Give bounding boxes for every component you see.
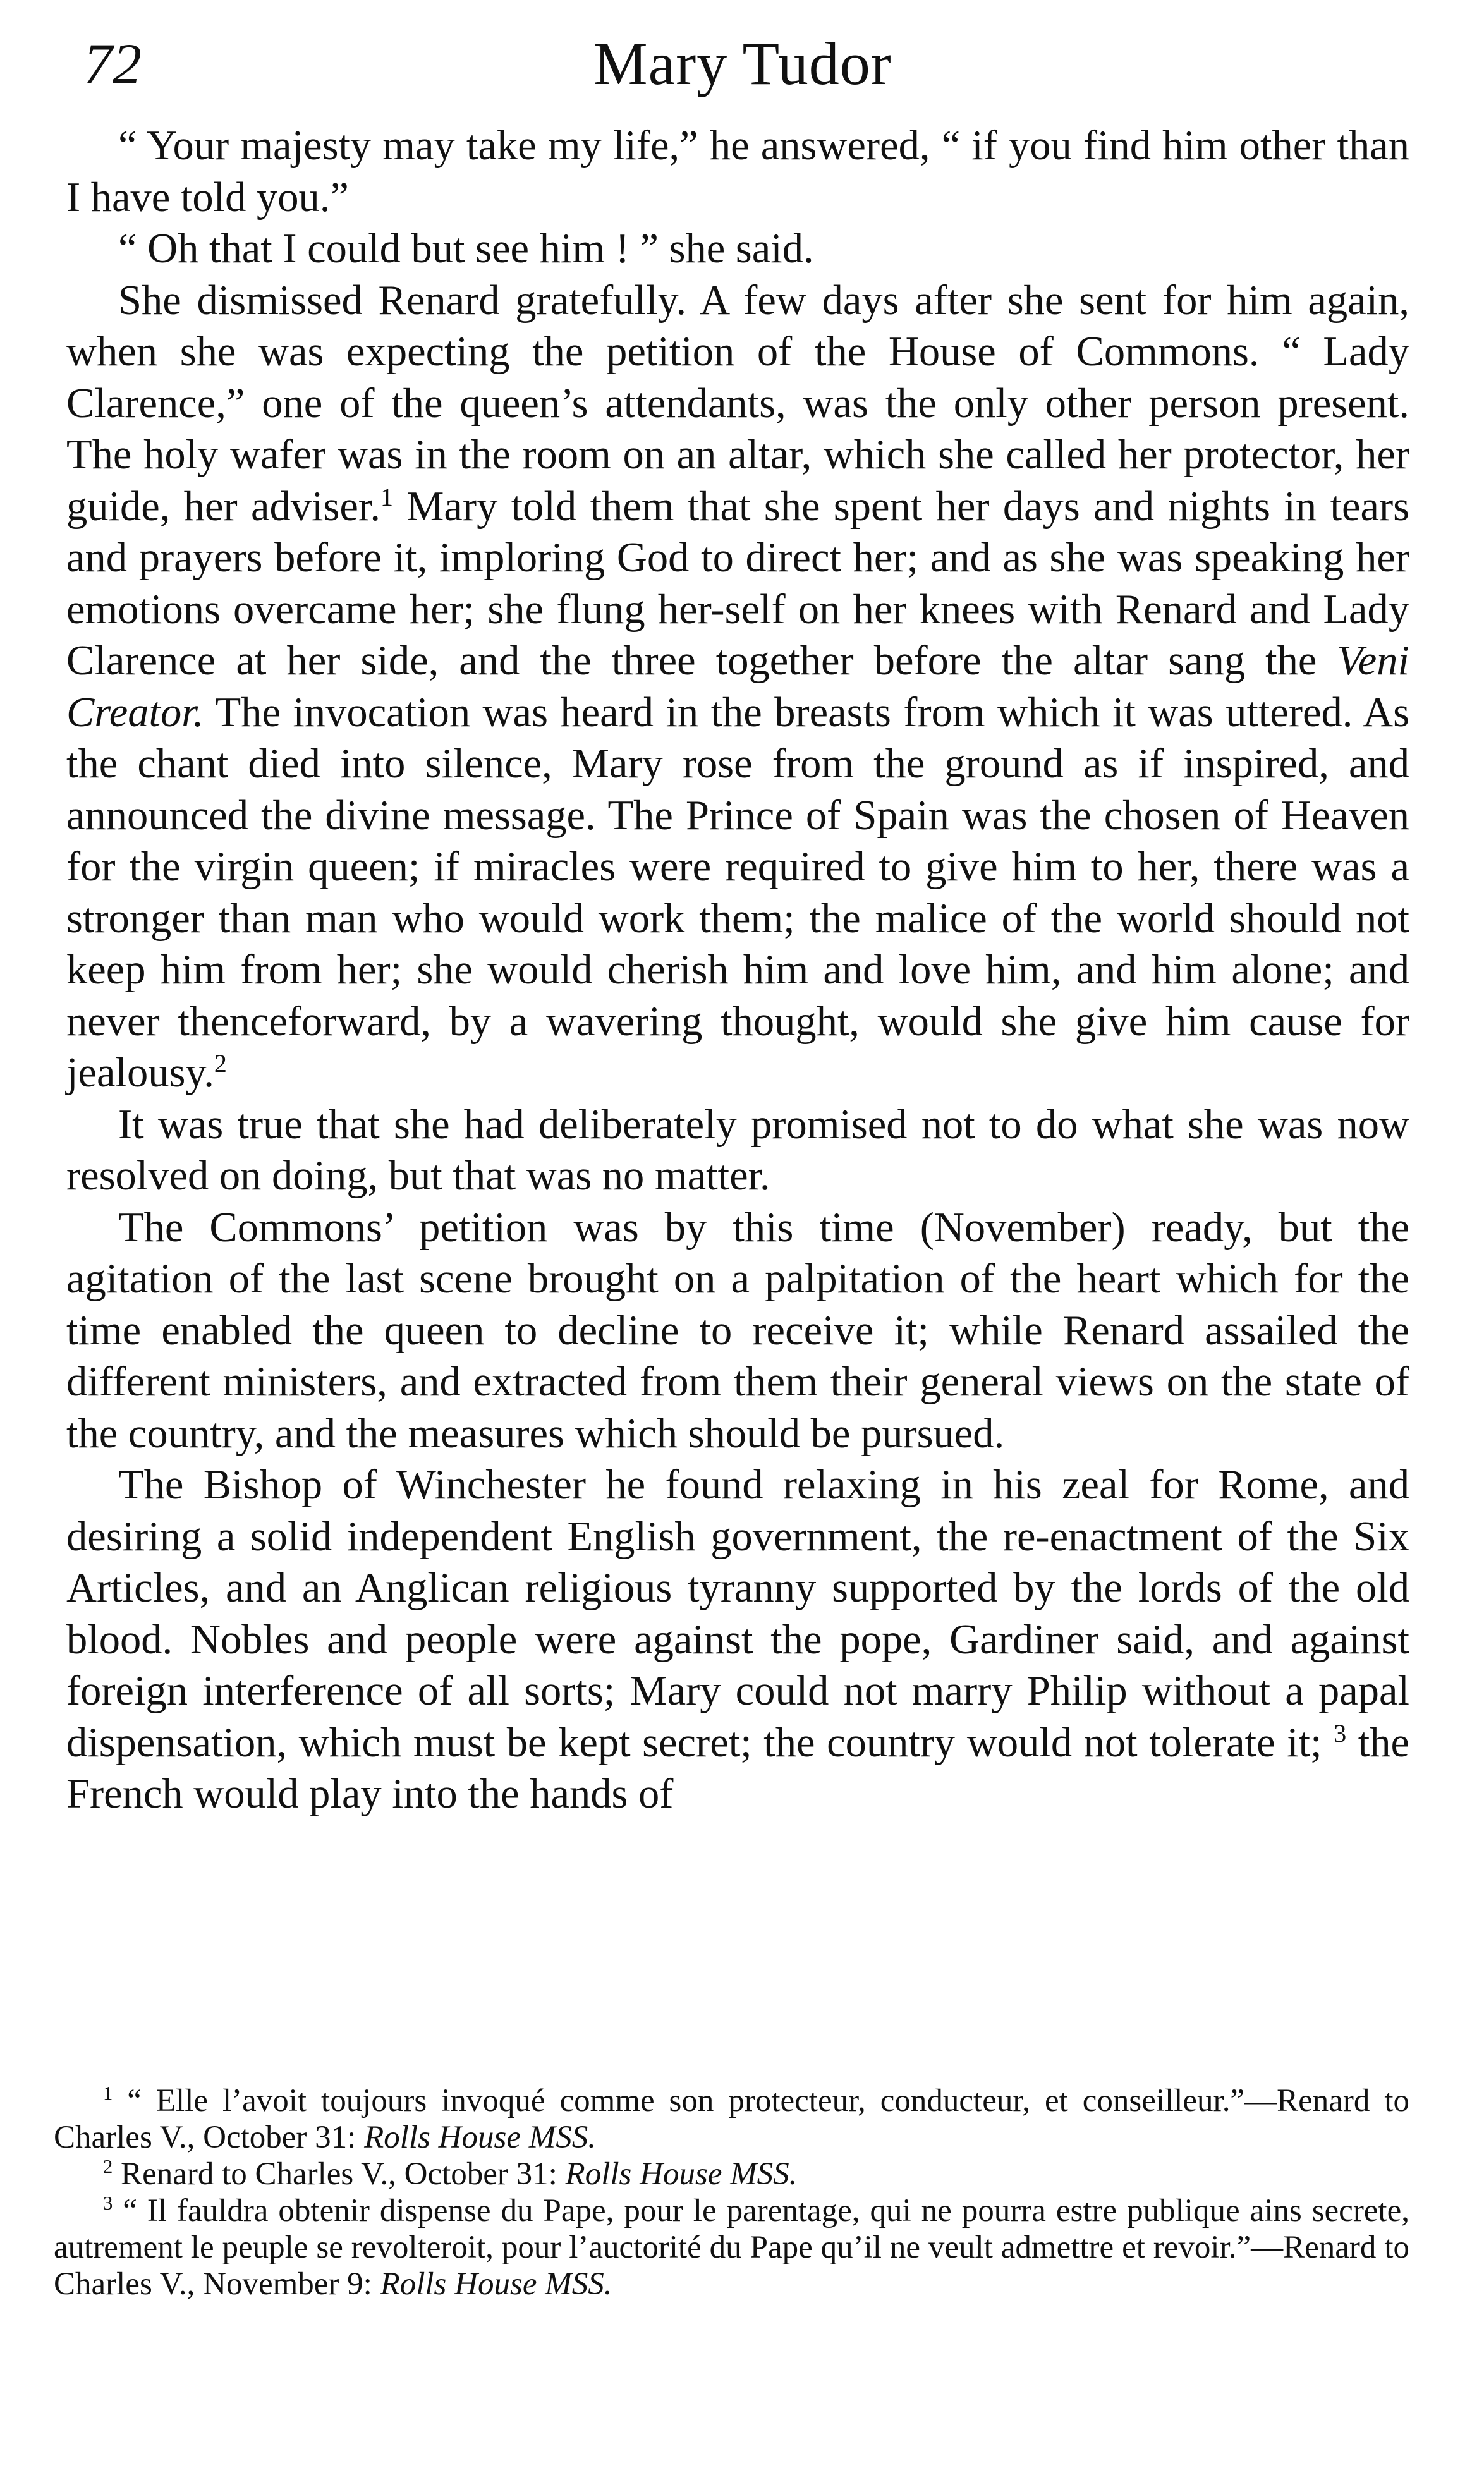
footnote: [54, 2082, 1409, 2156]
footnote: [54, 2156, 1409, 2192]
text-run: Renard to Charles V., October 31:: [113, 2156, 566, 2192]
paragraph: [66, 120, 1409, 223]
text-run: “ Oh that I could but see him ! ” she said.: [118, 226, 814, 272]
footnote-reference[interactable]: 2: [214, 1049, 227, 1078]
text-run: “ Your majesty may take my life,” he answered, “ if you find him other than I have told you.”: [66, 123, 1409, 221]
footnote: [54, 2192, 1409, 2302]
page-header: [76, 24, 1409, 100]
text-run: “ Il fauldra obtenir dispense du Pape, pour le parentage, qui ne pourra estre publique ains secrete, autrement le peuple se revolteroit, pour l’auctorité du Pape qu’il ne veult admettre et revoir.”—Renard to Charles V., November 9:: [54, 2193, 1409, 2302]
paragraph: [66, 223, 1409, 275]
text-run: She dismissed Renard gratefully. A few days after she sent for him again, when she was expecting the petition of the House of Commons. “ Lady Clarence,” one of the queen’s attendants, was the only other person present. The holy wafer was in the room on an altar, which she called her protector, her guide, her adviser.: [66, 277, 1409, 530]
running-title: Mary Tudor: [593, 30, 892, 97]
italic-text: Rolls House MSS.: [380, 2266, 612, 2302]
text-run: It was true that she had deliberately promised not to do what she was now resolved on doing, but that was no matter.: [66, 1101, 1409, 1199]
footnote-mark: 1: [103, 2082, 113, 2104]
page-number: 72: [83, 32, 142, 96]
italic-text: Rolls House MSS.: [565, 2156, 798, 2192]
footnote-reference[interactable]: 1: [380, 482, 393, 511]
footnote-reference[interactable]: 3: [1334, 1718, 1347, 1748]
text-run: The Bishop of Winchester he found relaxing in his zeal for Rome, and desiring a solid independent English government, the re-enactment of the Six Articles, and an Anglican religious tyranny supported by the lords of the old blood. Nobles and people were against the pope, Gardiner said, and against foreign interference of all sorts; Mary could not marry Philip without a papal dispensation, which must be kept secret; the country would not tolerate it;: [66, 1462, 1409, 1766]
footnote-mark: 3: [103, 2192, 113, 2214]
text-run: The invocation was heard in the breasts from which it was uttered. As the chant died into silence, Mary rose from the ground as if inspired, and announced the divine message. The Prince of Spain was the chosen of Heaven for the virgin queen; if miracles were required to give him to her, there was a stronger than man who would work them; the malice of the world should not keep him from her; she would cherish him and love him, and him alone; and never thenceforward, by a wavering thought, would she give him cause for jealousy.: [66, 689, 1409, 1096]
text-run: the French would play into the hands of: [66, 1719, 1410, 1817]
paragraph: [66, 1459, 1409, 1820]
paragraph: [66, 1099, 1409, 1202]
italic-text: Veni Creator.: [66, 638, 1409, 736]
footnote-mark: 2: [103, 2156, 113, 2177]
text-run: Mary told them that she spent her days and nights in tears and prayers before it, imploring God to direct her; and as she was speaking her emotions overcame her; she flung her-self on her knees with Renard and Lady Clarence at her side, and the three together before the altar sang the: [66, 483, 1409, 684]
footnotes: [54, 2082, 1409, 2302]
italic-text: Rolls House MSS.: [364, 2120, 596, 2155]
body-text: [66, 120, 1409, 1820]
text-run: “ Elle l’avoit toujours invoqué comme son protecteur, conducteur, et conseilleur.”—Renard to Charles V., October 31:: [54, 2083, 1409, 2155]
paragraph: [66, 1202, 1409, 1460]
paragraph: [66, 275, 1409, 1099]
text-run: The Commons’ petition was by this time (November) ready, but the agitation of the last scene brought on a palpitation of the heart which for the time enabled the queen to decline to receive it; while Renard assailed the different ministers, and extracted from them their general views on the state of the country, and the measures which should be pursued.: [66, 1204, 1409, 1457]
